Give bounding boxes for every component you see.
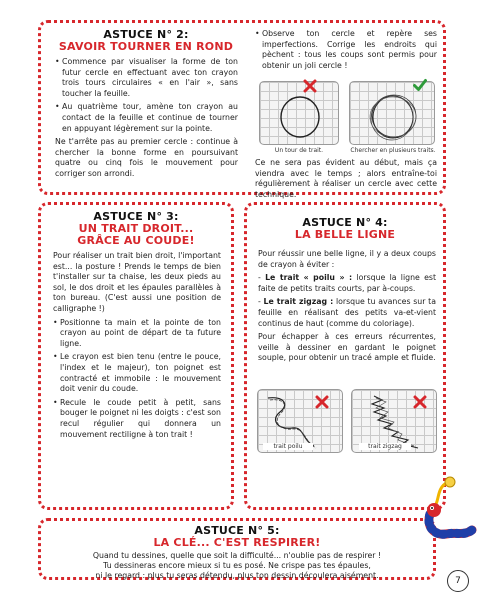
tip2-bullet: • Au quatrième tour, amène ton crayon au contact de la feuille et continue de tourner en appuyant légèrement sur la pointe. bbox=[55, 102, 238, 134]
tip5-body bbox=[51, 551, 423, 580]
tip5-box bbox=[38, 518, 436, 580]
tip3-number: ASTUCE N° 3: bbox=[93, 210, 179, 223]
tip3-bullet: • Recule le coude petit à petit, sans bouger le poignet ni les doigts : c'est son recul régulier qui donnera un mouvement rectiligne à ton trait ! bbox=[53, 398, 221, 440]
tip4-caption-right: trait zigzag bbox=[359, 443, 411, 450]
wrong-cross-icon bbox=[315, 395, 329, 409]
correct-check-icon bbox=[413, 78, 427, 92]
tip5-line1: Quand tu dessines, quelle que soit la difficulté... n'oublie pas de respirer ! bbox=[92, 551, 382, 560]
tip2-number: ASTUCE N° 2: bbox=[103, 28, 189, 41]
tip3-bullet: • Positionne ta main et la pointe de ton crayon au point de départ de ta future ligne. bbox=[53, 318, 221, 350]
tip3-intro: Pour réaliser un trait bien droit, l'important est... la posture ! Prends le temps de bien t'installer sur ta chaise, les deux pieds au sol, le dos droit et les épaules parallèles à ton bureau. (C'est aussi une position de calligraphe !) bbox=[53, 251, 221, 313]
tip2-heading bbox=[51, 29, 241, 53]
tip4-item1: - Le trait « poilu » : lorsque la ligne est faite de petits traits courts, par à-coups. bbox=[258, 273, 437, 293]
worm-mascot-illustration bbox=[424, 474, 480, 544]
tip3-heading bbox=[47, 211, 225, 247]
tip5-number: ASTUCE N° 5: bbox=[194, 524, 280, 537]
tip4-caption-left: trait poilu bbox=[263, 443, 313, 450]
tip4-item1-text: lorsque la ligne est faite de petits traits courts, par à-coups. bbox=[258, 273, 437, 293]
tip4-intro: Pour réussir une belle ligne, il y a deux coups de crayon à éviter : bbox=[258, 249, 436, 269]
tip2-paragraph: Ne t'arrête pas au premier cercle : continue à chercher la bonne forme en poursuivant quatre ou cinq fois le mouvement pour corriger son arrondi. bbox=[55, 137, 238, 178]
tip2-caption-left: Un tour de trait. bbox=[274, 147, 324, 154]
tip4-box bbox=[244, 202, 446, 510]
tip2-right-column bbox=[255, 29, 437, 74]
page-number: 7 bbox=[447, 570, 469, 592]
tip3-bullet: • Le crayon est bien tenu (entre le pouce, l'index et le majeur), ton poignet est contracté et immobile : le mouvement doit venir du coude. bbox=[53, 352, 221, 394]
wrong-cross-icon bbox=[413, 395, 427, 409]
wrong-cross-icon bbox=[303, 79, 317, 93]
tip5-title: LA CLÉ... C'EST RESPIRER! bbox=[153, 536, 321, 549]
tip4-item2-term: Le trait zigzag : bbox=[263, 297, 334, 307]
tip4-title: LA BELLE LIGNE bbox=[294, 228, 396, 241]
tip2-right-bullet: • Observe ton cercle et repère ses imperfections. Corrige les endroits qui pèchent : tous les coups sont permis pour obtenir un joli cercle ! bbox=[255, 29, 437, 71]
tip4-item2: - Le trait zigzag : lorsque tu avances sur ta feuille en réalisant des petits va-et-vient continus de haut (comme du coloriage). bbox=[258, 297, 437, 328]
tip2-box bbox=[38, 20, 446, 199]
tip4-heading bbox=[253, 217, 437, 241]
tip2-title: SAVOIR TOURNER EN ROND bbox=[58, 40, 234, 53]
tip3-title-line1: UN TRAIT DROIT... bbox=[78, 222, 194, 235]
tip4-item2-text: lorsque tu avances sur ta feuille en réalisant des petits va-et-vient continus de haut (comme du coloriage). bbox=[258, 297, 437, 328]
tip4-number: ASTUCE N° 4: bbox=[302, 216, 388, 229]
tip2-left-column bbox=[55, 57, 238, 183]
tip5-line3: ni le regard : plus tu seras détendu, plus ton dessin découlera aisément. bbox=[95, 570, 379, 580]
tip3-box bbox=[38, 202, 234, 510]
tip4-body bbox=[258, 249, 436, 367]
tip2-right-paragraph: Ce ne sera pas évident au début, mais ça viendra avec le temps ; alors entraîne-toi régulièrement à réaliser un cercle avec cette technique. bbox=[255, 158, 437, 199]
tip5-line2: Tu dessineras encore mieux si tu es posé. Ne crispe pas tes épaules, bbox=[103, 560, 371, 570]
tip3-body bbox=[53, 251, 221, 443]
circle-one-stroke-drawing bbox=[259, 81, 339, 145]
tip4-item1-term: Le trait « poilu » : bbox=[265, 273, 353, 283]
tip2-caption-right: Chercher en plusieurs traits. bbox=[350, 147, 436, 154]
tip4-outro: Pour échapper à ces erreurs récurrentes, veille à dessiner en gardant le poignet souple, pour obtenir un tracé ample et fluide. bbox=[258, 332, 436, 363]
tip2-bullet: • Commence par visualiser la forme de ton futur cercle en effectuant avec ton crayon trois tours circulaires « en l'air », sans toucher la feuille. bbox=[55, 57, 238, 99]
tip3-title-line2: GRÂCE AU COUDE! bbox=[77, 234, 195, 247]
tip5-heading bbox=[41, 525, 433, 549]
single-circle-sketch bbox=[260, 82, 339, 145]
